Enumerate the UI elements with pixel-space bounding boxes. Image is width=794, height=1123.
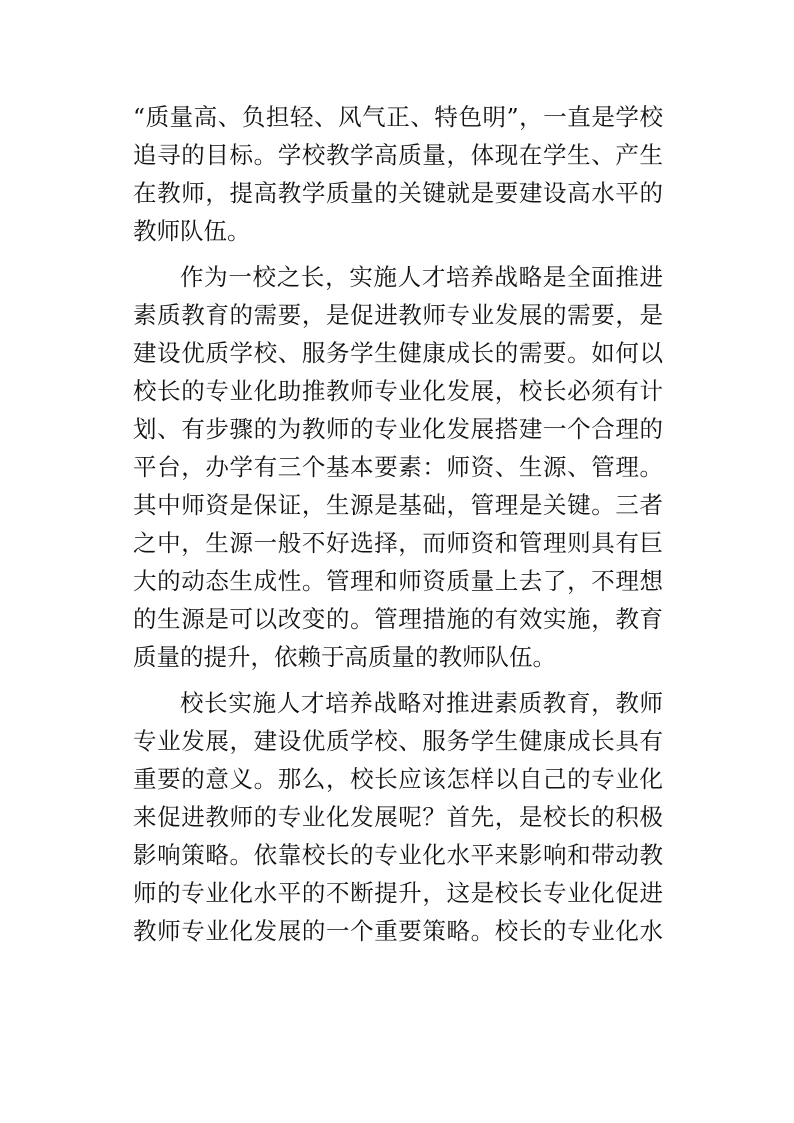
text-line: 建设优质学校、服务学生健康成长的需要。如何以 — [133, 339, 663, 367]
text-line: 划、有步骤的为教师的专业化发展搭建一个合理的 — [133, 415, 663, 443]
text-line: 师的专业化水平的不断提升，这是校长专业化促进 — [133, 879, 663, 907]
text-line: 影响策略。依靠校长的专业化水平来影响和带动教 — [133, 841, 663, 869]
paragraph-3 — [133, 684, 663, 950]
paragraph-2 — [133, 258, 663, 676]
text-line: 在教师，提高教学质量的关键就是要建设高水平的 — [133, 179, 663, 207]
body-text — [133, 98, 663, 950]
text-line: “质量高、负担轻、风气正、特色明”，一直是学校 — [133, 103, 663, 131]
text-line: 校长实施人才培养战略对推进素质教育，教师 — [180, 689, 663, 717]
paragraph-spacer — [133, 250, 663, 258]
text-line: 之中，生源一般不好选择，而师资和管理则具有巨 — [133, 529, 663, 557]
text-line: 的生源是可以改变的。管理措施的有效实施，教育 — [133, 605, 663, 633]
text-line: 其中师资是保证，生源是基础，管理是关键。三者 — [133, 491, 663, 519]
text-line: 专业发展，建设优质学校、服务学生健康成长具有 — [133, 727, 663, 755]
text-line: 校长的专业化助推教师专业化发展，校长必须有计 — [133, 377, 663, 405]
text-line: 平台，办学有三个基本要素：师资、生源、管理。 — [133, 453, 663, 481]
text-line: 教师队伍。 — [133, 217, 251, 245]
text-line: 重要的意义。那么，校长应该怎样以自己的专业化 — [133, 765, 663, 793]
text-line: 素质教育的需要，是促进教师专业发展的需要，是 — [133, 301, 663, 329]
text-line: 质量的提升，依赖于高质量的教师队伍。 — [133, 643, 556, 671]
text-line: 来促进教师的专业化发展呢？首先，是校长的积极 — [133, 803, 663, 831]
text-line: 大的动态生成性。管理和师资质量上去了，不理想 — [133, 567, 663, 595]
paragraph-1 — [133, 98, 663, 250]
paragraph-spacer — [133, 676, 663, 684]
text-line: 作为一校之长，实施人才培养战略是全面推进 — [180, 263, 663, 291]
text-line: 教师专业化发展的一个重要策略。校长的专业化水 — [133, 917, 663, 945]
text-line: 追寻的目标。学校教学高质量，体现在学生、产生 — [133, 141, 663, 169]
